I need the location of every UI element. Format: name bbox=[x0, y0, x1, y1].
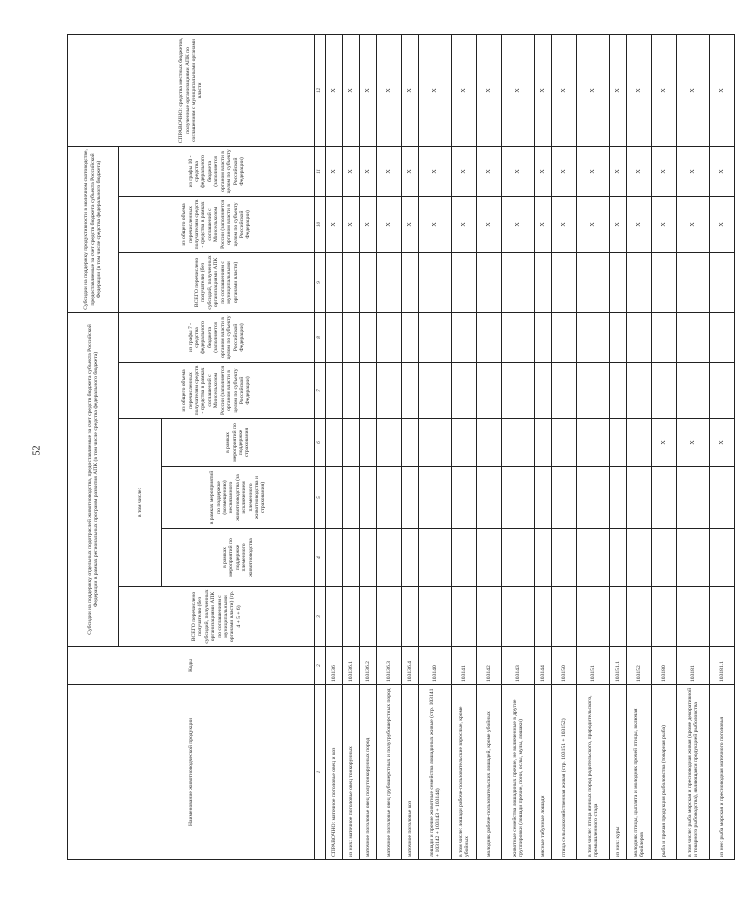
row-cell bbox=[360, 252, 377, 312]
row-cell bbox=[402, 467, 419, 529]
row-cell bbox=[627, 529, 652, 587]
row-cell bbox=[652, 312, 677, 362]
row-cell: X bbox=[377, 146, 402, 196]
row-cell bbox=[402, 312, 419, 362]
col-number: 10 bbox=[315, 196, 326, 252]
row-cell: X bbox=[577, 196, 610, 252]
row-cell: X bbox=[326, 196, 343, 252]
row-cell bbox=[627, 312, 652, 362]
row-cell bbox=[326, 252, 343, 312]
row-cell bbox=[477, 419, 502, 467]
row-cell bbox=[377, 363, 402, 419]
row-code: 103136.3 bbox=[377, 647, 402, 685]
table-row bbox=[343, 34, 360, 859]
header-in-that-number: в том числе: bbox=[119, 419, 162, 587]
row-product-name: из них: маточное поголовье овец тонкорунных bbox=[343, 685, 360, 860]
row-cell bbox=[652, 587, 677, 647]
row-cell bbox=[535, 587, 552, 647]
row-cell bbox=[343, 252, 360, 312]
row-cell bbox=[710, 467, 735, 529]
row-cell bbox=[577, 529, 610, 587]
row-cell: X bbox=[535, 146, 552, 196]
row-cell: X bbox=[710, 196, 735, 252]
row-product-name: в том числе: рыба морская и пресноводная живая (кроме декоративной и товарного рыбоводства), являющаяся продукцией рыболовства bbox=[677, 685, 710, 860]
row-cell bbox=[452, 252, 477, 312]
table-row bbox=[377, 34, 402, 859]
row-cell bbox=[552, 419, 577, 467]
row-cell bbox=[452, 529, 477, 587]
table-row bbox=[652, 34, 677, 859]
row-cell bbox=[377, 529, 402, 587]
col-number: 8 bbox=[315, 312, 326, 362]
row-product-name: лошади и прочие животные семейства лошадиных живые (стр. 103141 + 103142 + 103143 + 103144) bbox=[419, 685, 452, 860]
row-cell: X bbox=[477, 196, 502, 252]
row-cell: X bbox=[535, 34, 552, 146]
subsidy-table bbox=[67, 34, 735, 860]
row-cell: X bbox=[627, 196, 652, 252]
row-cell bbox=[477, 587, 502, 647]
row-product-name: из них: куры bbox=[610, 685, 627, 860]
row-cell bbox=[402, 587, 419, 647]
row-cell: X bbox=[677, 419, 710, 467]
row-cell bbox=[710, 312, 735, 362]
row-cell bbox=[502, 252, 535, 312]
table-row bbox=[477, 34, 502, 859]
row-cell: X bbox=[477, 34, 502, 146]
row-cell bbox=[627, 252, 652, 312]
table-body bbox=[326, 34, 735, 859]
row-cell bbox=[710, 363, 735, 419]
row-cell: X bbox=[552, 34, 577, 146]
row-cell bbox=[677, 529, 710, 587]
row-product-name: молодняк рабоче-пользовательских лошадей, кроме убойных bbox=[477, 685, 502, 860]
row-cell: X bbox=[377, 196, 402, 252]
row-cell bbox=[326, 419, 343, 467]
header-col-6: в рамках мероприятий по поддержке страхования bbox=[162, 419, 315, 467]
row-product-name: птица сельскохозяйственная живая (стр. 103151 + 103152) bbox=[552, 685, 577, 860]
row-code: 103140 bbox=[419, 647, 452, 685]
row-cell bbox=[652, 363, 677, 419]
row-cell bbox=[452, 467, 477, 529]
rotated-table-sheet bbox=[67, 35, 725, 860]
table-row bbox=[502, 34, 535, 859]
table-row bbox=[677, 34, 710, 859]
row-cell: X bbox=[577, 34, 610, 146]
table-row bbox=[535, 34, 552, 859]
row-cell bbox=[710, 587, 735, 647]
row-product-name: маточное поголовье коз bbox=[402, 685, 419, 860]
row-cell bbox=[326, 467, 343, 529]
col-number: 1 bbox=[315, 685, 326, 860]
row-cell bbox=[502, 363, 535, 419]
row-cell: X bbox=[377, 34, 402, 146]
row-cell bbox=[535, 252, 552, 312]
row-cell: X bbox=[326, 34, 343, 146]
row-cell bbox=[610, 529, 627, 587]
row-cell bbox=[402, 419, 419, 467]
row-cell bbox=[552, 587, 577, 647]
row-cell: X bbox=[419, 146, 452, 196]
row-cell: X bbox=[652, 196, 677, 252]
row-cell bbox=[343, 312, 360, 362]
col-number: 11 bbox=[315, 146, 326, 196]
row-code: 103142 bbox=[477, 647, 502, 685]
row-cell bbox=[343, 363, 360, 419]
page-number: 52 bbox=[31, 445, 43, 456]
row-cell bbox=[452, 363, 477, 419]
header-col-4: в рамках мероприятий по поддержке племенного животноводства bbox=[162, 529, 315, 587]
header-col-10: из общего объема перечисленных получателям средств - средства в рамках соглашений с Минсельхозом России (заполняется органом власти в целом по субъекту Российской Федерации) bbox=[119, 196, 315, 252]
row-cell bbox=[343, 529, 360, 587]
row-code: 103181.1 bbox=[710, 647, 735, 685]
row-cell bbox=[627, 363, 652, 419]
row-cell bbox=[502, 419, 535, 467]
row-cell bbox=[377, 312, 402, 362]
header-col-9: ВСЕГО перечислено получателю (без субсидий, полученных организациями АПК по соглашениям с муниципальными органами власти) bbox=[119, 252, 315, 312]
col-number: 2 bbox=[315, 647, 326, 685]
row-code: 103141 bbox=[452, 647, 477, 685]
row-cell bbox=[577, 252, 610, 312]
row-cell bbox=[477, 467, 502, 529]
row-cell bbox=[477, 363, 502, 419]
table-row bbox=[577, 34, 610, 859]
row-code: 103136.4 bbox=[402, 647, 419, 685]
col-number: 12 bbox=[315, 34, 326, 146]
table-row bbox=[710, 34, 735, 859]
row-cell: X bbox=[343, 146, 360, 196]
header-col-8: из графы 7 - средства федерального бюджета (заполняется органом власти в целом по субъекту Российской Федерации) bbox=[119, 312, 315, 362]
col-number: 5 bbox=[315, 467, 326, 529]
row-cell bbox=[535, 529, 552, 587]
row-cell: X bbox=[477, 146, 502, 196]
row-cell bbox=[402, 363, 419, 419]
row-code: 103144 bbox=[535, 647, 552, 685]
row-cell bbox=[477, 252, 502, 312]
row-cell: X bbox=[419, 34, 452, 146]
col-number: 6 bbox=[315, 419, 326, 467]
row-cell bbox=[577, 312, 610, 362]
row-cell bbox=[677, 467, 710, 529]
row-cell bbox=[360, 363, 377, 419]
table-row bbox=[552, 34, 577, 859]
row-cell bbox=[377, 587, 402, 647]
row-product-name: рыба и прочая продукция рыболовства (товарная рыба) bbox=[652, 685, 677, 860]
row-cell: X bbox=[652, 419, 677, 467]
row-code: 103143 bbox=[502, 647, 535, 685]
row-cell: X bbox=[677, 196, 710, 252]
row-cell bbox=[419, 363, 452, 419]
row-cell: X bbox=[502, 34, 535, 146]
header-col-3: ВСЕГО перечислено получателю (без субсидий, полученных организациями АПК по соглашениям с муниципальными органами власти) (гр. 4 + 5 + 6) bbox=[119, 587, 315, 647]
row-cell bbox=[343, 419, 360, 467]
row-cell bbox=[419, 529, 452, 587]
row-cell bbox=[552, 467, 577, 529]
row-cell bbox=[677, 363, 710, 419]
row-cell bbox=[535, 363, 552, 419]
row-cell bbox=[610, 363, 627, 419]
row-product-name: в том числе: птица яичных пород родительского, прародительского, промышленного стада bbox=[577, 685, 610, 860]
row-code: 103136.2 bbox=[360, 647, 377, 685]
row-code: 103151.1 bbox=[610, 647, 627, 685]
header-group-b: Субсидии на поддержку продуктивности в молочном скотоводстве, предоставляемые за счет средств бюджета субъекта Российской Федерации (в том числе средства федерального бюджета) bbox=[68, 146, 119, 312]
row-cell: X bbox=[610, 196, 627, 252]
row-cell bbox=[552, 529, 577, 587]
row-cell bbox=[377, 252, 402, 312]
table-row bbox=[627, 34, 652, 859]
row-product-name: мясные табунные лошади bbox=[535, 685, 552, 860]
row-cell: X bbox=[402, 196, 419, 252]
row-cell bbox=[402, 529, 419, 587]
row-cell bbox=[577, 587, 610, 647]
row-code: 103180 bbox=[652, 647, 677, 685]
row-cell bbox=[452, 587, 477, 647]
col-number: 7 bbox=[315, 363, 326, 419]
col-number: 3 bbox=[315, 587, 326, 647]
row-cell: X bbox=[402, 34, 419, 146]
row-cell bbox=[627, 467, 652, 529]
table-row bbox=[610, 34, 627, 859]
row-cell bbox=[360, 467, 377, 529]
row-code: 103150 bbox=[552, 647, 577, 685]
row-cell: X bbox=[360, 196, 377, 252]
row-product-name: маточное поголовье овец грубошерстных и полугрубошерстных пород bbox=[377, 685, 402, 860]
header-col-11: из графы 10 - средства федерального бюджета (заполняется органом власти в целом по субъекту Российской Федерации) bbox=[119, 146, 315, 196]
row-code: 103136 bbox=[326, 647, 343, 685]
col-number: 9 bbox=[315, 252, 326, 312]
row-cell bbox=[343, 587, 360, 647]
row-cell bbox=[402, 252, 419, 312]
row-code: 103151 bbox=[577, 647, 610, 685]
row-cell: X bbox=[502, 196, 535, 252]
row-cell: X bbox=[677, 34, 710, 146]
header-col-5: в рамках мероприятий по поддержке (возмещению) несвязанного животноводства (за исключением племенного животноводства и страхования) bbox=[162, 467, 315, 529]
row-cell bbox=[535, 467, 552, 529]
row-cell bbox=[710, 252, 735, 312]
row-cell: X bbox=[452, 146, 477, 196]
row-cell: X bbox=[710, 419, 735, 467]
row-cell bbox=[419, 587, 452, 647]
column-number-row bbox=[315, 34, 326, 859]
row-cell bbox=[502, 587, 535, 647]
row-cell bbox=[377, 419, 402, 467]
row-cell bbox=[610, 419, 627, 467]
row-product-name: животные семейства лошадиных прочие, не включенные в другие группировки (лошади прочие, пони, ослы, мулы, лошаки) bbox=[502, 685, 535, 860]
row-cell bbox=[677, 252, 710, 312]
row-cell bbox=[419, 252, 452, 312]
header-code: Коды bbox=[68, 647, 315, 685]
row-cell bbox=[652, 467, 677, 529]
row-product-name: маточное поголовье овец полутонкорунных пород bbox=[360, 685, 377, 860]
table-row bbox=[402, 34, 419, 859]
col-number: 4 bbox=[315, 529, 326, 587]
row-product-name: из нее: рыба морская и пресноводная маточного поголовья bbox=[710, 685, 735, 860]
row-cell bbox=[326, 312, 343, 362]
row-cell bbox=[502, 467, 535, 529]
row-cell bbox=[552, 312, 577, 362]
row-cell: X bbox=[652, 34, 677, 146]
row-cell bbox=[477, 312, 502, 362]
row-cell bbox=[477, 529, 502, 587]
row-cell bbox=[419, 419, 452, 467]
row-cell bbox=[710, 529, 735, 587]
header-product-name: Наименование животноводческой продукции bbox=[68, 685, 315, 860]
row-cell: X bbox=[710, 34, 735, 146]
row-cell: X bbox=[552, 196, 577, 252]
row-cell: X bbox=[452, 196, 477, 252]
row-cell: X bbox=[502, 146, 535, 196]
row-cell: X bbox=[326, 146, 343, 196]
row-cell bbox=[360, 529, 377, 587]
row-cell bbox=[502, 312, 535, 362]
row-cell bbox=[377, 467, 402, 529]
table-row bbox=[360, 34, 377, 859]
row-cell: X bbox=[552, 146, 577, 196]
row-cell: X bbox=[360, 146, 377, 196]
header-col-12: СПРАВОЧНО: средства местных бюджетов, полученные организациями АПК по соглашениям с муниципальными органами власти bbox=[68, 34, 315, 146]
row-cell bbox=[419, 467, 452, 529]
row-cell bbox=[652, 252, 677, 312]
row-cell: X bbox=[627, 146, 652, 196]
row-cell: X bbox=[577, 146, 610, 196]
row-cell bbox=[326, 529, 343, 587]
row-cell: X bbox=[627, 34, 652, 146]
row-cell bbox=[360, 587, 377, 647]
row-cell: X bbox=[610, 34, 627, 146]
table-row bbox=[326, 34, 343, 859]
header-group-a: Субсидии на поддержку отдельных подотраслей животноводства, предоставляемые за счет средств бюджета субъекта Российской Федерации в рамках региональных программ развития АПК (в том числе средства федерального бюджета) bbox=[68, 312, 119, 646]
row-cell: X bbox=[343, 196, 360, 252]
row-code: 103181 bbox=[677, 647, 710, 685]
header-col-7: из общего объема перечисленных получателям средств - средства в рамках соглашений с Минсельхозом России (заполняется органом власти в целом по субъекту Российской Федерации) bbox=[119, 363, 315, 419]
row-cell bbox=[535, 419, 552, 467]
row-cell: X bbox=[360, 34, 377, 146]
row-product-name: молодняк птицы, цыплята и молодняк прочей птицы, включая бройлеров bbox=[627, 685, 652, 860]
row-cell: X bbox=[535, 196, 552, 252]
row-cell bbox=[627, 587, 652, 647]
row-cell bbox=[677, 587, 710, 647]
row-cell: X bbox=[677, 146, 710, 196]
row-cell bbox=[610, 252, 627, 312]
row-cell bbox=[610, 312, 627, 362]
row-cell: X bbox=[343, 34, 360, 146]
row-cell bbox=[419, 312, 452, 362]
row-cell bbox=[577, 467, 610, 529]
row-cell bbox=[535, 312, 552, 362]
row-product-name: СПРАВОЧНО: маточное поголовье овец и коз bbox=[326, 685, 343, 860]
table-row bbox=[419, 34, 452, 859]
row-cell bbox=[452, 419, 477, 467]
row-cell bbox=[360, 419, 377, 467]
row-cell: X bbox=[419, 196, 452, 252]
row-cell bbox=[677, 312, 710, 362]
row-cell bbox=[627, 419, 652, 467]
row-cell: X bbox=[710, 146, 735, 196]
row-cell: X bbox=[452, 34, 477, 146]
row-product-name: в том числе: лошади рабоче-пользовательские взрослые, кроме убойных bbox=[452, 685, 477, 860]
table-row bbox=[452, 34, 477, 859]
row-cell: X bbox=[402, 146, 419, 196]
row-cell bbox=[652, 529, 677, 587]
row-cell bbox=[326, 587, 343, 647]
row-cell bbox=[552, 252, 577, 312]
row-cell: X bbox=[610, 146, 627, 196]
row-cell bbox=[360, 312, 377, 362]
row-cell: X bbox=[652, 146, 677, 196]
row-cell bbox=[577, 363, 610, 419]
row-cell bbox=[343, 467, 360, 529]
row-cell bbox=[452, 312, 477, 362]
row-cell bbox=[502, 529, 535, 587]
row-cell bbox=[552, 363, 577, 419]
row-code: 103152 bbox=[627, 647, 652, 685]
row-code: 103136.1 bbox=[343, 647, 360, 685]
row-cell bbox=[577, 419, 610, 467]
row-cell bbox=[610, 587, 627, 647]
row-cell bbox=[610, 467, 627, 529]
row-cell bbox=[326, 363, 343, 419]
